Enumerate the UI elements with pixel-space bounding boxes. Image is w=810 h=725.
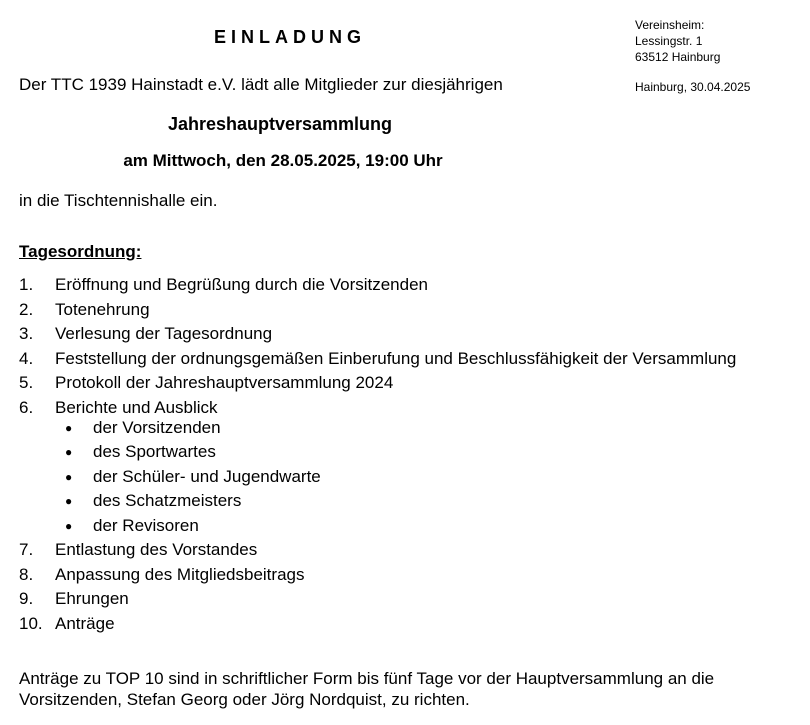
- sender-city: 63512 Hainburg: [635, 50, 721, 64]
- meeting-name: Jahreshauptversammlung: [167, 114, 393, 134]
- agenda-item-text: Feststellung der ordnungsgemäßen Einberufung und Beschlussfähigkeit der Versammlung: [55, 348, 737, 368]
- agenda-item-text: Anträge: [55, 613, 115, 633]
- agenda-item-number: 3.: [19, 324, 34, 343]
- agenda-item: [19, 372, 804, 397]
- agenda-item-number: 4.: [19, 348, 34, 368]
- footer-note: Anträge zu TOP 10 sind in schriftlicher Form bis fünf Tage vor der Hauptversammlung an die Vorsitzenden, Stefan Georg oder Jörg Nordquist, zu richten.: [19, 669, 715, 709]
- agenda-item-number: 6.: [19, 397, 34, 417]
- sender-spacer: [635, 65, 750, 79]
- agenda-item: [19, 299, 804, 324]
- report-item-text: des Schatzmeisters: [93, 491, 242, 510]
- report-item-text: des Sportwartes: [93, 442, 216, 461]
- report-item: [19, 466, 804, 491]
- agenda-item-text: Totenehrung: [55, 299, 150, 319]
- report-item: [19, 441, 804, 466]
- agenda-item-text: Entlastung des Vorstandes: [55, 540, 258, 559]
- agenda-item-text: Protokoll der Jahreshauptversammlung 2024: [55, 373, 394, 392]
- agenda-item-number: 8.: [19, 564, 34, 584]
- agenda-item: [19, 564, 804, 589]
- report-item-text: der Vorsitzenden: [93, 417, 221, 437]
- bullet-icon: ●: [65, 469, 73, 484]
- agenda-item: [19, 588, 804, 613]
- agenda-item-number: 2.: [19, 299, 34, 319]
- agenda-item: [19, 274, 804, 299]
- agenda-item-number: 5.: [19, 373, 34, 392]
- report-item: [19, 417, 804, 442]
- bullet-icon: ●: [65, 518, 73, 533]
- agenda-list: [19, 274, 804, 637]
- agenda-heading: Tagesordnung:: [19, 242, 142, 261]
- sender-address-block: [635, 17, 750, 95]
- meeting-date: am Mittwoch, den 28.05.2025, 19:00 Uhr: [123, 151, 443, 170]
- sender-label: Vereinsheim:: [635, 18, 705, 32]
- agenda-item-number: 1.: [19, 275, 34, 294]
- report-item-text: der Revisoren: [93, 515, 199, 535]
- agenda-item: [19, 348, 804, 373]
- bullet-icon: ●: [65, 445, 73, 459]
- agenda-item-number: 7.: [19, 540, 34, 559]
- agenda-item-number: 9.: [19, 589, 34, 608]
- report-item: [19, 515, 804, 540]
- location-text: in die Tischtennishalle ein.: [19, 191, 218, 210]
- agenda-item-text: Berichte und Ausblick: [55, 397, 218, 417]
- report-item: [19, 490, 804, 515]
- report-item-text: der Schüler- und Jugendwarte: [93, 466, 321, 486]
- agenda-item: [19, 613, 804, 638]
- agenda-item-number: 10.: [19, 613, 43, 633]
- agenda-item-text: Verlesung der Tagesordnung: [55, 324, 273, 343]
- agenda-item-text: Ehrungen: [55, 589, 129, 608]
- sender-street: Lessingstr. 1: [635, 34, 703, 48]
- document-title: EINLADUNG: [214, 27, 366, 47]
- agenda-item: [19, 539, 804, 564]
- reports-sublist: [19, 417, 804, 540]
- letter-date: Hainburg, 30.04.2025: [635, 80, 751, 94]
- agenda-item-text: Anpassung des Mitgliedsbeitrags: [55, 564, 305, 584]
- intro-text: Der TTC 1939 Hainstadt e.V. lädt alle Mitglieder zur diesjährigen: [19, 75, 503, 94]
- agenda-item-text: Eröffnung und Begrüßung durch die Vorsitzenden: [55, 275, 429, 294]
- agenda-item: [19, 323, 804, 348]
- bullet-icon: ●: [65, 494, 73, 508]
- bullet-icon: ●: [65, 420, 73, 435]
- agenda-item: [19, 397, 804, 417]
